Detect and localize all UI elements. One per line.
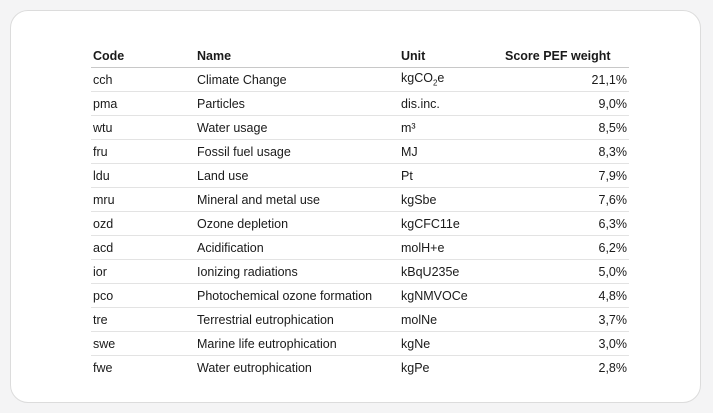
cell-code: pco bbox=[91, 284, 195, 308]
table-header-row bbox=[91, 44, 629, 68]
cell-unit: kgCFC11e bbox=[399, 212, 503, 236]
cell-unit: dis.inc. bbox=[399, 92, 503, 116]
cell-unit: kgSbe bbox=[399, 188, 503, 212]
table-row bbox=[91, 92, 629, 116]
cell-name: Water eutrophication bbox=[197, 360, 312, 375]
cell-code: ior bbox=[91, 260, 195, 284]
unit-subscript: 2 bbox=[432, 78, 438, 88]
cell-weight: 7,9% bbox=[503, 164, 629, 188]
cell-weight: 2,8% bbox=[598, 360, 627, 375]
cell-weight: 21,1% bbox=[503, 68, 629, 92]
table-row bbox=[91, 68, 629, 92]
header-name: Name bbox=[195, 44, 399, 68]
cell-name: Ozone depletion bbox=[195, 212, 399, 236]
table-row bbox=[91, 212, 629, 236]
cell-unit: kgNe bbox=[399, 332, 503, 356]
table-card bbox=[10, 10, 701, 403]
cell-code: ozd bbox=[91, 212, 195, 236]
cell-name: Photochemical ozone formation bbox=[195, 284, 399, 308]
unit-tail: e bbox=[437, 71, 445, 86]
cell-weight: 3,0% bbox=[503, 332, 629, 356]
cell-name: Fossil fuel usage bbox=[195, 140, 399, 164]
cell-weight: 5,0% bbox=[503, 260, 629, 284]
cell-weight: 6,3% bbox=[503, 212, 629, 236]
table-row bbox=[91, 332, 629, 356]
cell-code: pma bbox=[91, 92, 195, 116]
cell-name: Climate Change bbox=[195, 68, 399, 92]
table-row bbox=[91, 284, 629, 308]
cell-unit: m³ bbox=[399, 116, 503, 140]
table-row bbox=[91, 260, 629, 284]
cell-unit: molNe bbox=[399, 308, 503, 332]
cell-unit bbox=[399, 68, 503, 92]
table-row bbox=[91, 188, 629, 212]
unit-base: kgCO bbox=[401, 71, 433, 86]
cell-weight: 8,5% bbox=[503, 116, 629, 140]
impact-categories-table bbox=[91, 44, 629, 379]
cell-unit: kgNMVOCe bbox=[399, 284, 503, 308]
table-row bbox=[91, 140, 629, 164]
cell-code: acd bbox=[91, 236, 195, 260]
cell-weight: 8,3% bbox=[503, 140, 629, 164]
cell-weight: 6,2% bbox=[503, 236, 629, 260]
cell-code: wtu bbox=[91, 116, 195, 140]
cell-name: Mineral and metal use bbox=[195, 188, 399, 212]
cell-weight: 3,7% bbox=[503, 308, 629, 332]
table-row bbox=[91, 356, 629, 380]
cell-name: Particles bbox=[195, 92, 399, 116]
cell-unit: kBqU235e bbox=[399, 260, 503, 284]
table-row bbox=[91, 236, 629, 260]
cell-unit: molH+e bbox=[399, 236, 503, 260]
cell-unit: Pt bbox=[399, 164, 503, 188]
cell-unit: MJ bbox=[399, 140, 503, 164]
cell-code: swe bbox=[91, 332, 195, 356]
cell-code: fru bbox=[91, 140, 195, 164]
cell-name: Acidification bbox=[195, 236, 399, 260]
cell-name: Ionizing radiations bbox=[195, 260, 399, 284]
cell-code: ldu bbox=[91, 164, 195, 188]
table-row bbox=[91, 164, 629, 188]
cell-code: tre bbox=[91, 308, 195, 332]
header-weight: Score PEF weight bbox=[503, 44, 629, 68]
cell-name: Marine life eutrophication bbox=[195, 332, 399, 356]
table-row bbox=[91, 308, 629, 332]
cell-code: mru bbox=[91, 188, 195, 212]
cell-weight: 9,0% bbox=[503, 92, 629, 116]
cell-code: cch bbox=[91, 68, 195, 92]
table-row bbox=[91, 116, 629, 140]
cell-unit: kgPe bbox=[401, 360, 430, 375]
cell-code: fwe bbox=[93, 360, 113, 375]
cell-name: Water usage bbox=[195, 116, 399, 140]
header-unit: Unit bbox=[399, 44, 503, 68]
cell-name: Terrestrial eutrophication bbox=[195, 308, 399, 332]
header-code: Code bbox=[91, 44, 195, 68]
cell-weight: 4,8% bbox=[503, 284, 629, 308]
cell-weight: 7,6% bbox=[503, 188, 629, 212]
cell-name: Land use bbox=[195, 164, 399, 188]
